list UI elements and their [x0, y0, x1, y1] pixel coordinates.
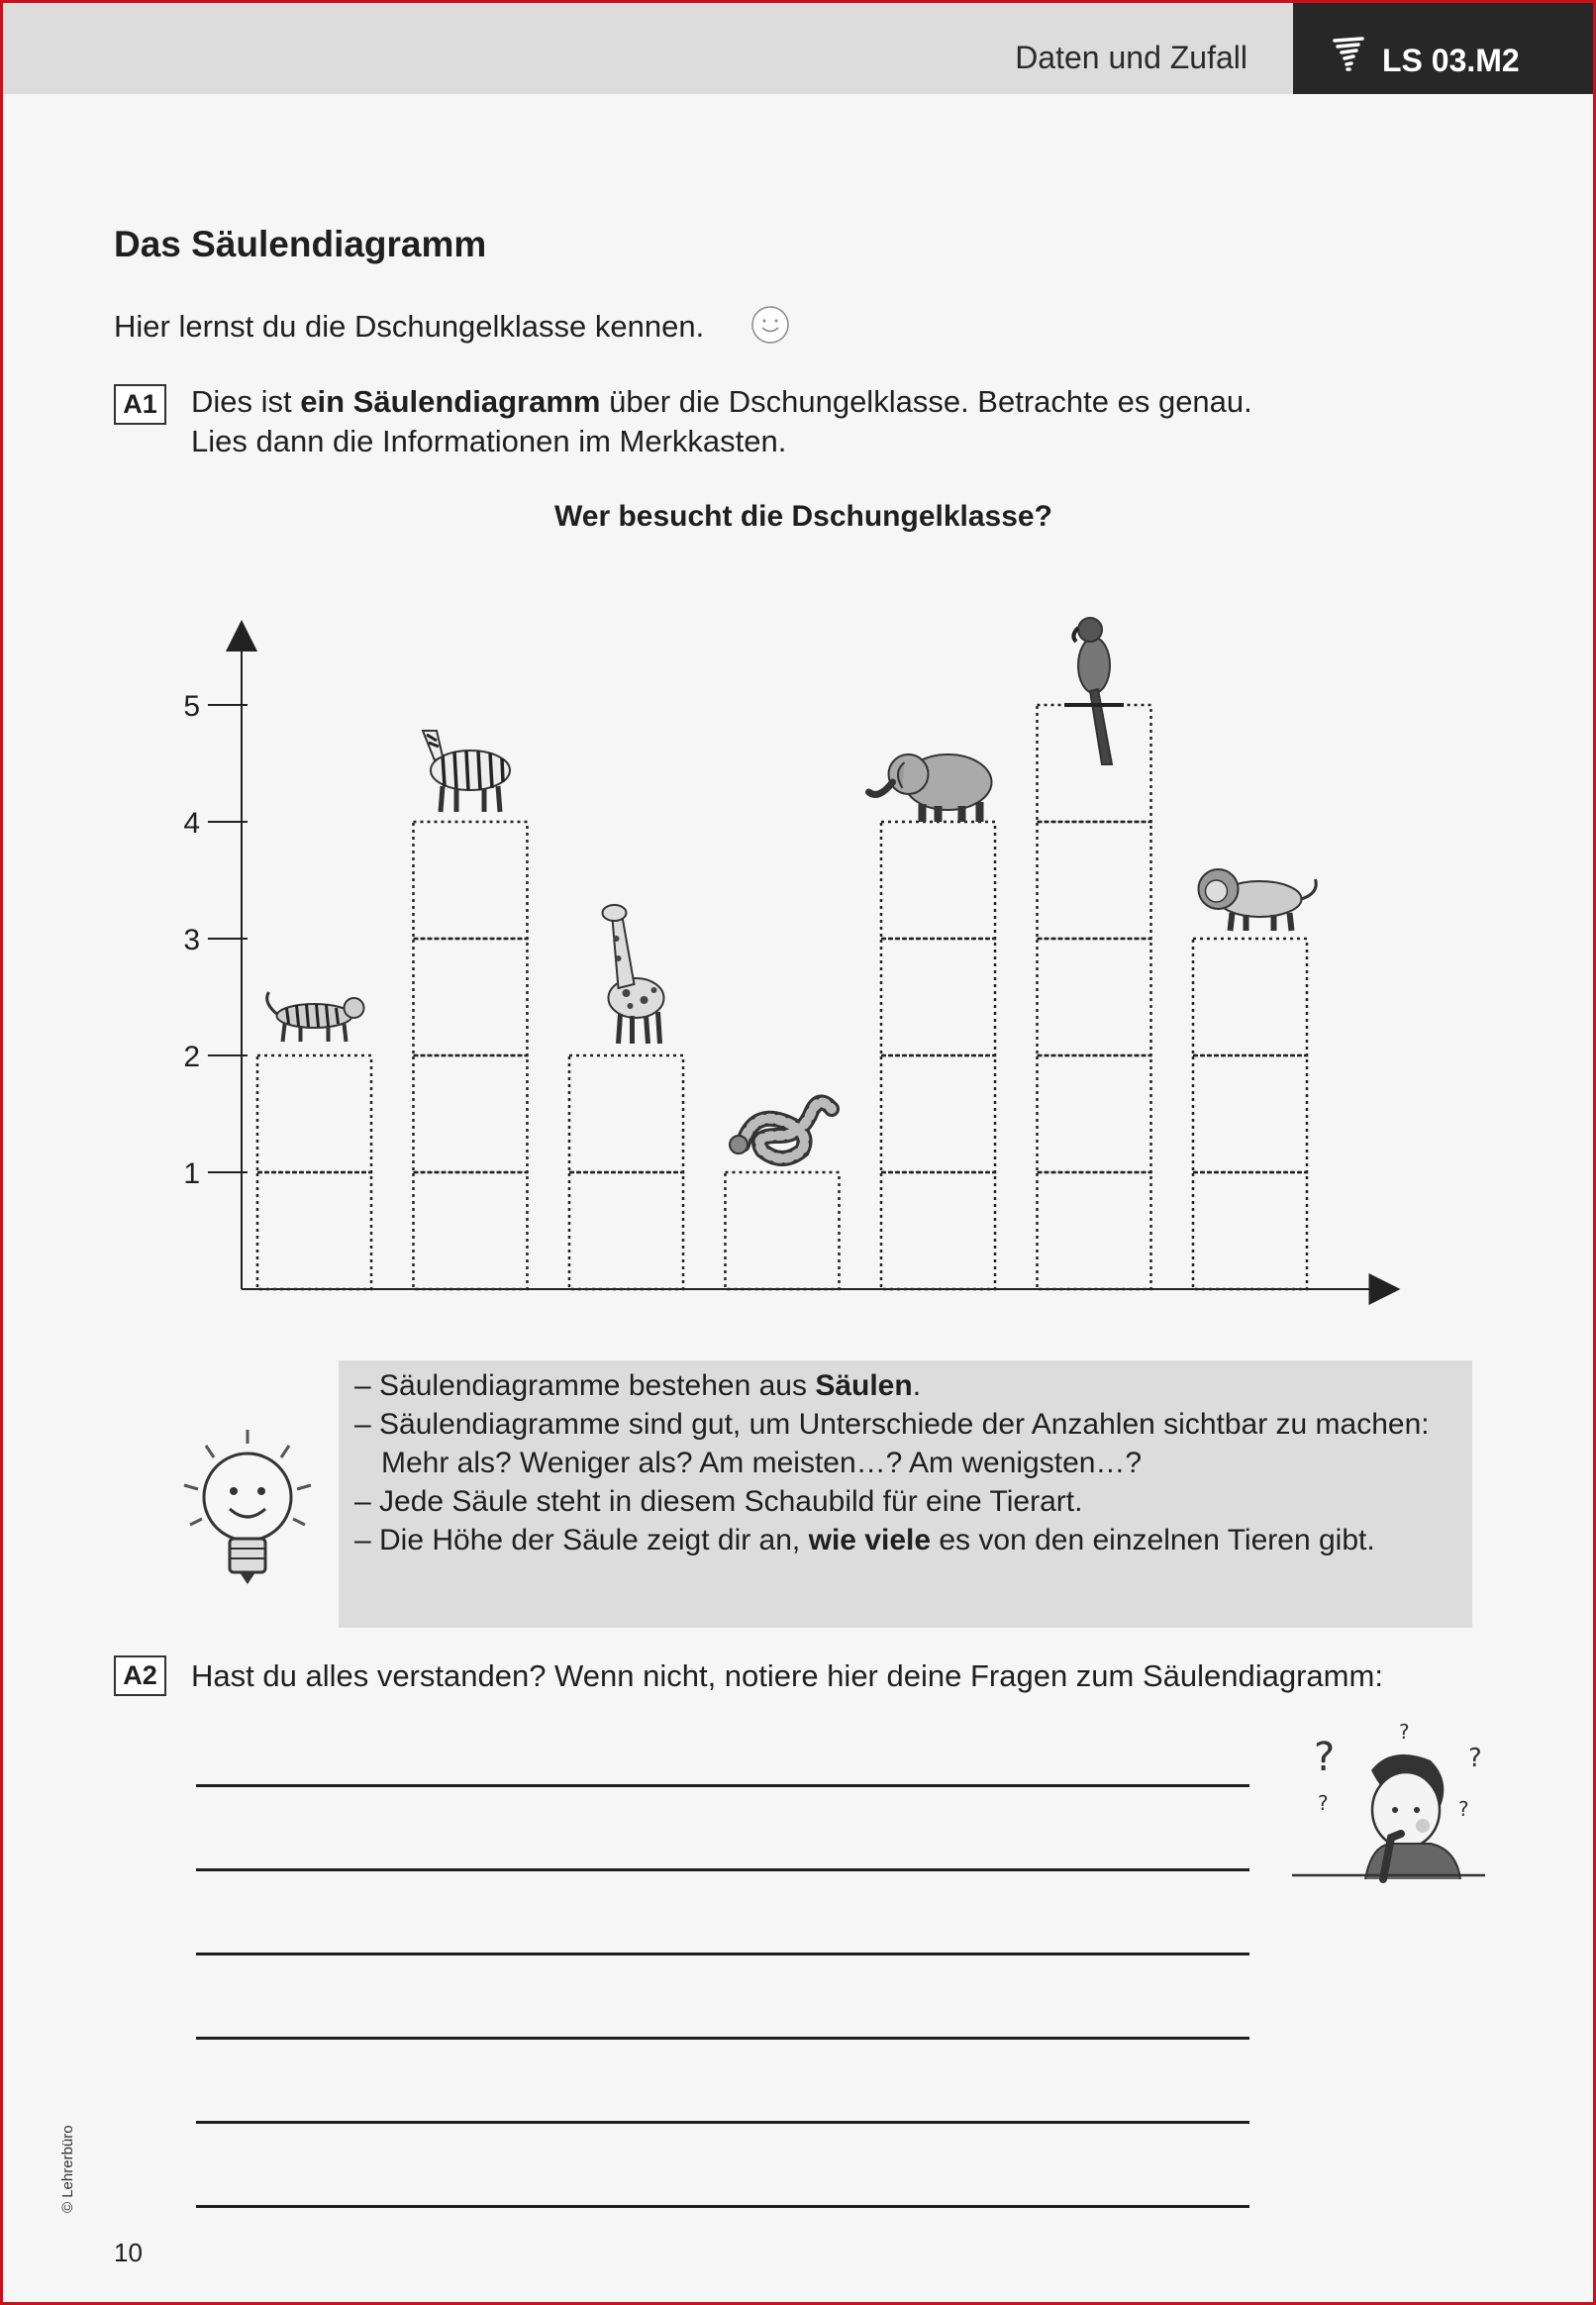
zebra-icon: [423, 731, 510, 812]
info-item-text: – Säulendiagramme bestehen aus: [354, 1369, 816, 1402]
answer-line[interactable]: [196, 2205, 1249, 2208]
svg-text:?: ?: [1318, 1791, 1329, 1815]
bar-block: [1193, 1172, 1307, 1289]
task-a1-pre: Dies ist: [191, 384, 301, 419]
svg-text:?: ?: [1314, 1735, 1336, 1780]
bar-block: [1038, 939, 1151, 1055]
bar-block: [414, 822, 528, 939]
info-item-text: – Die Höhe der Säule zeigt dir an,: [354, 1524, 809, 1556]
x-axis-arrow: [1369, 1273, 1401, 1305]
info-list: [354, 1366, 1463, 1559]
bar-block: [414, 939, 528, 1055]
chart-title: Wer besucht die Dschungelklasse?: [554, 500, 1052, 533]
info-item-text: – Jede Säule steht in diesem Schaubild für eine Tierart.: [354, 1485, 1083, 1518]
bar-block: [1038, 1172, 1151, 1289]
bar-block: [881, 1172, 995, 1289]
bar-block: [1038, 705, 1151, 822]
giraffe-icon: [603, 905, 664, 1044]
bar-block: [726, 1172, 840, 1289]
thinking-child-icon: [1292, 1711, 1485, 1899]
page-title: Das Säulendiagramm: [114, 224, 487, 264]
info-item-text: .: [912, 1369, 922, 1402]
task-label-a2: A2: [114, 1655, 166, 1696]
bar-block: [569, 1172, 683, 1289]
bar-block: [257, 1055, 371, 1172]
svg-text:?: ?: [1468, 1744, 1482, 1773]
bar-block: [881, 822, 995, 939]
task-a1-line2: Lies dann die Informationen im Merkkasten.: [191, 424, 787, 458]
svg-text:?: ?: [1399, 1720, 1410, 1744]
answer-line[interactable]: [196, 1784, 1249, 1787]
info-item-text: es von den einzelnen Tieren gibt.: [931, 1524, 1375, 1556]
snake-icon: [730, 1102, 832, 1158]
bar-block: [257, 1172, 371, 1289]
y-tick-label: 4: [183, 807, 200, 840]
bar-block: [1038, 1055, 1151, 1172]
bar-block: [881, 939, 995, 1055]
info-item: [354, 1405, 1463, 1482]
y-axis-arrow: [226, 620, 257, 651]
bar-block: [414, 1172, 528, 1289]
bar-block: [881, 1055, 995, 1172]
bar-block: [1193, 939, 1307, 1055]
parrot-icon: [1064, 618, 1124, 764]
y-tick-label: 5: [183, 690, 200, 723]
answer-line[interactable]: [196, 1868, 1249, 1871]
info-item-text: – Säulendiagramme sind gut, um Unterschiede der Anzahlen sichtbar zu machen: Mehr als? Weniger als? Am meisten…? Am wenigsten…?: [354, 1408, 1430, 1479]
task-a2-text: Hast du alles verstanden? Wenn nicht, notiere hier deine Fragen zum Säulendiagramm:: [191, 1658, 1383, 1693]
elephant-icon: [869, 754, 992, 822]
lightbulb-icon: [176, 1426, 320, 1589]
info-item: [354, 1482, 1463, 1521]
info-item-bold: wie viele: [808, 1524, 932, 1556]
intro-text: Hier lernst du die Dschungelklasse kennen.: [114, 309, 705, 344]
task-a1-bold: ein Säulendiagramm: [300, 384, 601, 419]
page-number: 10: [114, 2238, 143, 2267]
info-item: [354, 1521, 1463, 1559]
answer-line[interactable]: [196, 2037, 1249, 2040]
info-item: [354, 1366, 1463, 1405]
y-tick-label: 3: [183, 924, 200, 956]
task-label-a1: A1: [114, 384, 166, 425]
y-tick-label: 2: [183, 1041, 200, 1073]
answer-line[interactable]: [196, 1953, 1249, 1955]
bar-block: [1193, 1055, 1307, 1172]
answer-line[interactable]: [196, 2121, 1249, 2124]
bar-block: [1038, 822, 1151, 939]
header-subject: Daten und Zufall: [1015, 40, 1247, 75]
worksheet-code: LS 03.M2: [1382, 43, 1520, 78]
bar-block: [569, 1055, 683, 1172]
svg-text:?: ?: [1458, 1797, 1469, 1821]
info-item-bold: Säulen: [815, 1369, 913, 1402]
bar-block: [414, 1055, 528, 1172]
lion-icon: [1199, 869, 1317, 931]
y-tick-label: 1: [183, 1157, 200, 1190]
copyright: © Lehrerbüro: [59, 2125, 76, 2213]
tiger-icon: [267, 992, 364, 1042]
task-a1-post: über die Dschungelklasse. Betrachte es genau.: [600, 384, 1252, 419]
